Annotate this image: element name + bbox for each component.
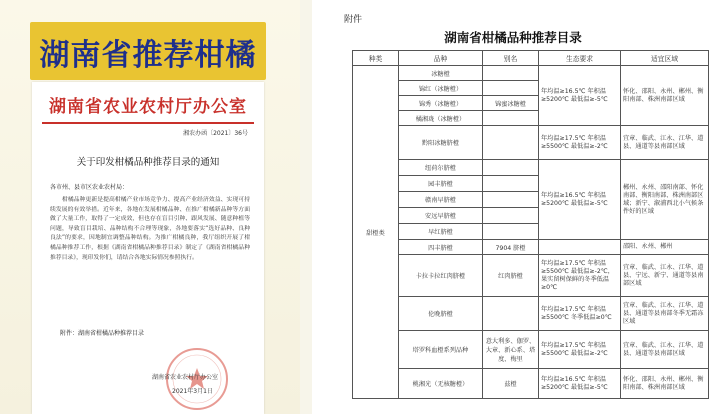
signer: 湖南省农业农村厅办公室 bbox=[152, 374, 219, 381]
variety-cell: 园丰脐橙 bbox=[399, 176, 483, 192]
area-cell: 怀化、邵阳、永州、郴州、衡阳南部、株洲南部区域 bbox=[621, 369, 709, 399]
requirement-cell bbox=[539, 240, 621, 255]
variety-cell: 桃湘光（无核糖橙） bbox=[399, 369, 483, 399]
variety-cell: 安远早脐橙 bbox=[399, 208, 483, 224]
alias-cell bbox=[483, 192, 539, 208]
table-row bbox=[353, 331, 709, 369]
banner-title: 湖南省推荐柑橘 bbox=[39, 38, 257, 73]
left-panel bbox=[0, 0, 300, 414]
alias-cell bbox=[483, 66, 539, 81]
alias-cell: 7904 脐橙 bbox=[483, 240, 539, 255]
variety-cell: 赣南早脐橙 bbox=[399, 192, 483, 208]
requirement-cell: 年均温≥17.5℃ 年积温≥5500℃ 最低温≥-2℃ bbox=[539, 126, 621, 160]
variety-cell: 锦秀（冰糖橙） bbox=[399, 96, 483, 111]
variety-cell: 早红脐橙 bbox=[399, 224, 483, 240]
alias-cell bbox=[483, 111, 539, 126]
annex-title: 湖南省柑橘品种推荐目录 bbox=[444, 30, 582, 45]
alias-cell: 意大利多、伽罗、大章、新心系、塔度、梅里 bbox=[483, 331, 539, 369]
alias-cell bbox=[483, 81, 539, 96]
table-header-row bbox=[353, 51, 709, 66]
notice-body: 柑橘品种更新是提高柑橘产业市场竞争力、提高产业经济效益、实现可持续发展的有效举措。近年来，各地在发展柑橘品种、在推广柑橘新品种等方面做了大量工作，取得了一定成效，但也存在盲目引种、跟风发展、随意种植等问题，导致盲目栽培、品种结构不合理等现象，各地要落实“选好品种、良种良法”的要求，因地制宜调整品种结构。为推广柑橘良种，我厅组织开展了柑橘品种推荐工作，根据《湖南省柑橘品种推荐目录》制定了《湖南省柑橘品种推荐目录》，现印发你们，请结合各地实际情况参照执行。 bbox=[50, 197, 250, 261]
table-row bbox=[353, 160, 709, 176]
table-row bbox=[353, 66, 709, 81]
notice-document bbox=[32, 82, 264, 414]
alias-cell bbox=[483, 224, 539, 240]
area-cell: 宜章、临武、江永、江华、道县、通道等县南部冬季无霜冻区域 bbox=[621, 297, 709, 331]
table-row bbox=[353, 369, 709, 399]
area-cell: 宜章、临武、江永、江华、道县、通道等县南部区域 bbox=[621, 331, 709, 369]
variety-cell: 冰糖橙 bbox=[399, 66, 483, 81]
variety-cell: 黔阳冰糖脐橙 bbox=[399, 126, 483, 160]
alias-cell: 锦蜜冰糖橙 bbox=[483, 96, 539, 111]
alias-cell bbox=[483, 160, 539, 176]
area-cell: 怀化、邵阳、永州、郴州、衡阳南部、株洲南部区域 bbox=[621, 66, 709, 126]
variety-cell: 四丰脐橙 bbox=[399, 240, 483, 255]
alias-cell: 兹橙 bbox=[483, 369, 539, 399]
alias-cell: 红肉脐橙 bbox=[483, 255, 539, 297]
variety-cell: 伦晚脐橙 bbox=[399, 297, 483, 331]
variety-cell: 橘湘珑（冰糖橙） bbox=[399, 111, 483, 126]
table-row bbox=[353, 126, 709, 160]
area-cell: 邵阳、永州、郴州 bbox=[621, 240, 709, 255]
header-alias: 别名 bbox=[483, 51, 539, 66]
requirement-cell: 年均温≥16.5℃ 年积温≥5200℃ 最低温≥-5℃ bbox=[539, 66, 621, 126]
annex-document bbox=[312, 0, 714, 414]
variety-table bbox=[352, 50, 709, 399]
requirement-cell: 年均温≥17.5℃ 年积温≥5500℃ 冬季低温≥0℃ bbox=[539, 297, 621, 331]
requirement-cell: 年均温≥17.5℃ 年积温≥5500℃ 最低温≥-2℃，果实留树保鲜的冬季低温≥0℃ bbox=[539, 255, 621, 297]
attachment-line: 附件：湖南省柑橘品种推荐目录 bbox=[60, 330, 145, 337]
area-cell: 郴州、永州、邵阳南部、怀化南部、衡阳南部、株洲南部区域；新宁、溆浦西北小气候条件好的区域 bbox=[621, 160, 709, 240]
signature-date: 2021年3月1日 bbox=[172, 388, 213, 395]
header-category: 种类 bbox=[353, 51, 399, 66]
variety-cell: 卡拉卡拉红肉脐橙 bbox=[399, 255, 483, 297]
requirement-cell: 年均温≥16.5℃ 年积温≥5200℃ 最低温≥-5℃ bbox=[539, 369, 621, 399]
document-number: 湘农办函〔2021〕36号 bbox=[183, 130, 248, 137]
table-row bbox=[353, 240, 709, 255]
notice-title: 关于印发柑橘品种推荐目录的通知 bbox=[76, 157, 220, 168]
banner bbox=[30, 22, 266, 80]
table-row bbox=[353, 297, 709, 331]
alias-cell bbox=[483, 126, 539, 160]
variety-cell: 塔罗科血橙系列品种 bbox=[399, 331, 483, 369]
header-suitable-area: 适宜区域 bbox=[621, 51, 709, 66]
header-variety: 品种 bbox=[399, 51, 483, 66]
category-cell: 甜橙类 bbox=[353, 66, 399, 399]
alias-cell bbox=[483, 176, 539, 192]
alias-cell bbox=[483, 297, 539, 331]
annex-label: 附件 bbox=[344, 15, 363, 25]
area-cell: 宜章、临武、江永、江华、道县、通道等县南部区域 bbox=[621, 126, 709, 160]
requirement-cell: 年均温≥17.5℃ 年积温≥5500℃ 最低温≥-2℃ bbox=[539, 331, 621, 369]
variety-cell: 锦红（冰糖橙） bbox=[399, 81, 483, 96]
issuing-agency: 湖南省农业农村厅办公室 bbox=[49, 97, 247, 117]
header-eco-requirement: 生态要求 bbox=[539, 51, 621, 66]
addressee: 各市州、县市区农业农村局： bbox=[50, 184, 129, 191]
variety-cell: 纽荷尔脐橙 bbox=[399, 160, 483, 176]
area-cell: 宜章、临武、江永、江华、道县、宁远、新宁、通道等县南部区域 bbox=[621, 255, 709, 297]
alias-cell bbox=[483, 208, 539, 224]
red-divider bbox=[42, 122, 254, 124]
requirement-cell: 年均温≥16.5℃ 年积温≥5200℃ 最低温≥-5℃ bbox=[539, 160, 621, 240]
table-row bbox=[353, 255, 709, 297]
